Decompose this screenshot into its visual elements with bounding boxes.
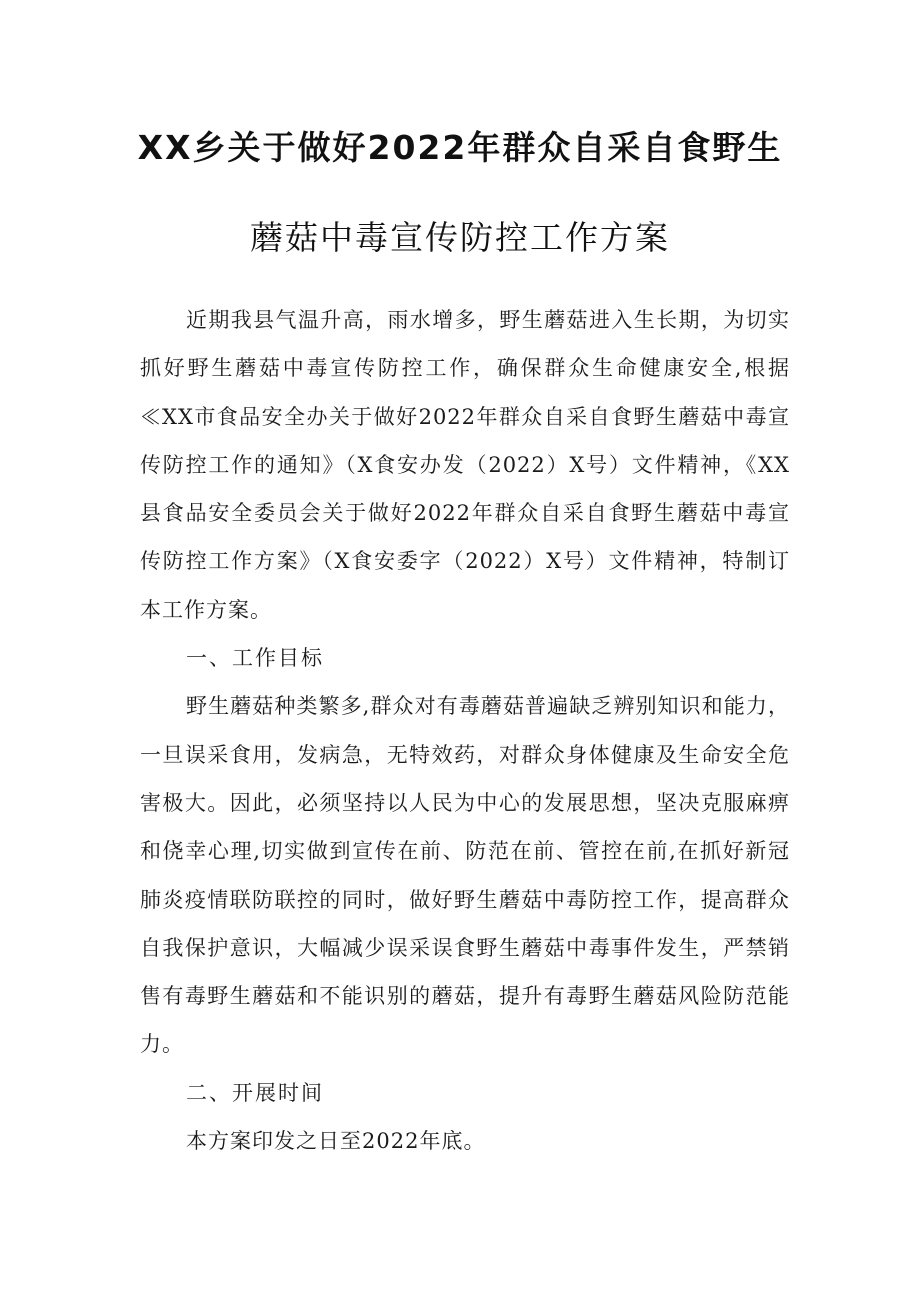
section-heading-time: 二、开展时间 (186, 1080, 324, 1105)
intro-paragraph: 近期我县气温升高，雨水增多，野生蘑菇进入生长期，为切实抓好野生蘑菇中毒宣传防控工作，确保群众生命健康安全,根据≪XX市食品安全办关于做好2022年群众自采自食野生蘑菇中毒宣传防控工作的通知》（X食安办发（2022）X号）文件精神，《XX县食品安全委员会关于做好2022年群众自采自食野生蘑菇中毒宣传防控工作方案》（X食安委字（2022）X号）文件精神，特制订本工作方案。 (140, 308, 790, 622)
document-title-line-2: 蘑菇中毒宣传防控工作方案 (250, 218, 670, 257)
time-paragraph: 本方案印发之日至2022年底。 (186, 1129, 486, 1154)
document-body (140, 296, 790, 1165)
goals-paragraph: 野生蘑菇种类繁多,群众对有毒蘑菇普遍缺乏辨别知识和能力，一旦误采食用，发病急，无特效药，对群众身体健康及生命安全危害极大。因此，必须坚持以人民为中心的发展思想，坚决克服麻痹和侥幸心理,切实做到宣传在前、防范在前、管控在前,在抓好新冠肺炎疫情联防联控的同时，做好野生蘑菇中毒防控工作，提高群众自我保护意识，大幅减少误采误食野生蘑菇中毒事件发生，严禁销售有毒野生蘑菇和不能识别的蘑菇，提升有毒野生蘑菇风险防范能力。 (140, 694, 790, 1057)
document-title-line-1: XX乡关于做好2022年群众自采自食野生 (137, 128, 783, 167)
section-heading-goals: 一、工作目标 (186, 646, 324, 671)
